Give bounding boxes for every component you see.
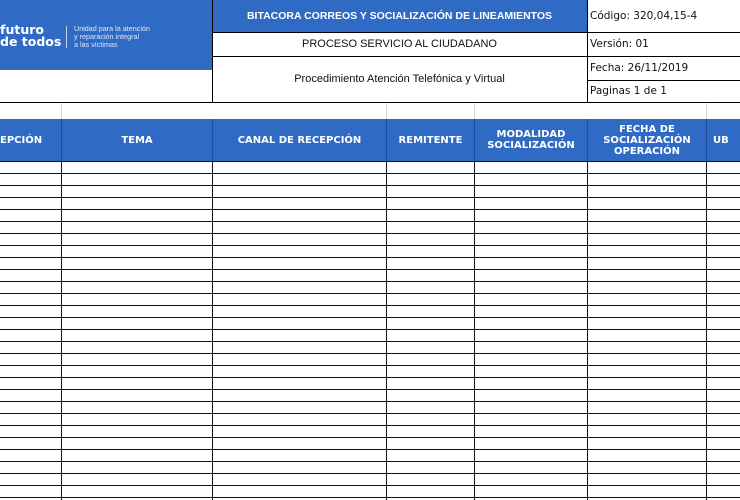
table-row xyxy=(0,377,740,378)
date-cell: Fecha: 26/11/2019 xyxy=(590,62,689,74)
table-column-divider xyxy=(474,161,475,500)
logo-main-line2: de todos xyxy=(0,34,62,49)
document-title: BITACORA CORREOS Y SOCIALIZACIÓN DE LINEAMIENTOS xyxy=(212,0,587,32)
table-row xyxy=(0,161,740,162)
table-row xyxy=(0,461,740,462)
table-row xyxy=(0,257,740,258)
table-column-divider xyxy=(61,161,62,500)
table-column-divider xyxy=(706,161,707,500)
col-header-sender: REMITENTE xyxy=(387,119,474,161)
logo-subtitle xyxy=(74,25,194,49)
table-row xyxy=(0,245,740,246)
grid-faint xyxy=(706,103,707,119)
header-rule-2 xyxy=(212,56,740,57)
table-row xyxy=(0,185,740,186)
col-header-reception: EPCIÓN xyxy=(0,119,61,161)
header-col-sep xyxy=(386,119,387,161)
col-header-date: FECHA DE SOCIALIZACIÓN OPERACIÓN xyxy=(588,119,706,161)
table-column-divider xyxy=(212,161,213,500)
table-row xyxy=(0,173,740,174)
table-row xyxy=(0,197,740,198)
logo-sub-line3: a las víctimas xyxy=(74,40,118,49)
grid-faint xyxy=(386,103,387,119)
logo-sub-line2: y reparación integral xyxy=(74,32,140,41)
col-header-channel: CANAL DE RECEPCIÓN xyxy=(213,119,386,161)
header-col-sep xyxy=(61,119,62,161)
table-column-divider xyxy=(587,161,588,500)
table-row xyxy=(0,473,740,474)
header-col-sep xyxy=(706,119,707,161)
table-row xyxy=(0,317,740,318)
table-row xyxy=(0,221,740,222)
table-row xyxy=(0,401,740,402)
table-row xyxy=(0,497,740,498)
table-row xyxy=(0,305,740,306)
table-row xyxy=(0,449,740,450)
grid-faint xyxy=(61,103,62,119)
version-cell: Versión: 01 xyxy=(590,38,649,50)
table-row xyxy=(0,425,740,426)
table-row xyxy=(0,281,740,282)
logo-separator xyxy=(66,26,67,48)
table-row xyxy=(0,233,740,234)
table-column-divider xyxy=(386,161,387,500)
header-rule-1 xyxy=(212,32,740,33)
header-col-sep xyxy=(587,119,588,161)
grid-faint xyxy=(474,103,475,119)
table-row xyxy=(0,341,740,342)
table-row xyxy=(0,389,740,390)
col-header-modality: MODALIDAD SOCIALIZACIÓN xyxy=(475,119,587,161)
header-divider-right xyxy=(587,0,588,102)
logo-main-line1: futuro xyxy=(0,22,44,37)
header-bottom-rule xyxy=(0,102,740,103)
code-cell: Código: 320,04,15-4 xyxy=(590,10,698,22)
table-row xyxy=(0,329,740,330)
table-row xyxy=(0,413,740,414)
logo-main-text xyxy=(0,24,61,48)
table-row xyxy=(0,353,740,354)
logo-banner xyxy=(0,0,212,70)
header-col-sep xyxy=(474,119,475,161)
header-rule-3 xyxy=(587,80,740,81)
procedure-name: Procedimiento Atención Telefónica y Virtual xyxy=(294,73,505,85)
pages-cell: Paginas 1 de 1 xyxy=(590,85,667,97)
col-header-topic: TEMA xyxy=(62,119,212,161)
header-col-sep xyxy=(212,119,213,161)
table-row xyxy=(0,365,740,366)
table-row xyxy=(0,437,740,438)
table-row xyxy=(0,485,740,486)
header-divider-left xyxy=(212,0,213,102)
table-row xyxy=(0,269,740,270)
process-name: PROCESO SERVICIO AL CIUDADANO xyxy=(302,38,497,50)
table-row xyxy=(0,293,740,294)
table-row xyxy=(0,209,740,210)
col-header-location: UB xyxy=(707,119,740,161)
logo-sub-line1: Unidad para la atención xyxy=(74,24,150,33)
